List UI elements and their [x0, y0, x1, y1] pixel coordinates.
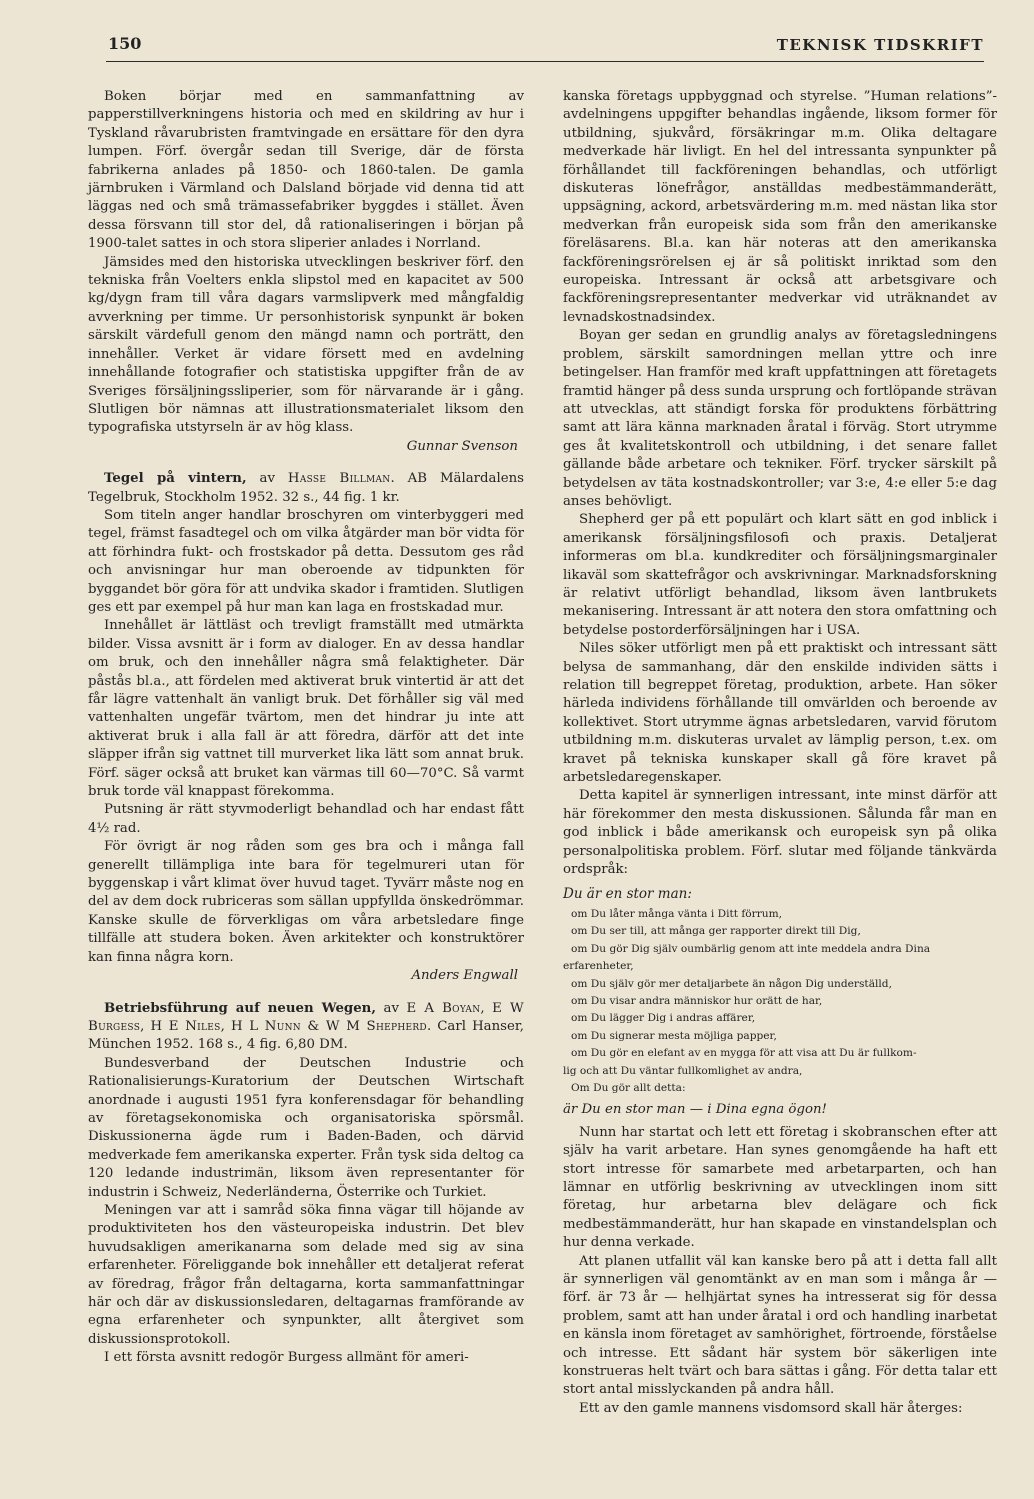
review2-publisher: . AB Mälardalens Tegelbruk, Stockholm 1952. 32 s., 44 fig. 1 kr.: [88, 471, 524, 505]
journal-name: TEKNISK TIDSKRIFT: [776, 36, 984, 54]
review3-continued-paragraph-4: Niles söker utförligt men på ett praktiskt och intressant sätt belysa de sammanhang, där den enskilde individen sätts i relation till begreppet företag, produktion, arbete. Han söker härleda individens förhållande till omvärlden och beroende av kollektivet. Stort utrymme ägnas arbetsledaren, varvid förutom utbildning m.m. diskuteras urvalet av lämplig person, t.ex. om kravet på tekniska kunskaper skall gå före kravet på arbetsledaregenskaper.: [563, 641, 997, 786]
review2-by: av: [246, 471, 288, 487]
review3-sep-2: ,: [140, 1018, 151, 1034]
proverb-line: om Du gör en elefant av en mygga för att visa att Du är fullkom-: [571, 1047, 917, 1060]
review3-book-title: Betriebsführung auf neuen Wegen,: [104, 1000, 376, 1016]
review3-continued-paragraph-6: Nunn har startat och lett ett företag i skobranschen efter att själv ha varit arbetare. Han synes genomgående ha haft ett stort intresse för samarbete med arbetarparten, och han lämnar en utförlig beskrivning av utvecklingen inom sitt företag, hur arbetarna blev delägare och fick medbestämmanderätt, hur han skapade en vinstandelsplan och hur denna verkade.: [563, 1124, 997, 1251]
right-column: [563, 88, 997, 1418]
review3-paragraph-2: Meningen var att i samråd söka finna vägar till höjande av produktiviteten hos den västeuropeiska industrin. Det blev huvudsakligen amerikanarna som delade med sig av sina erfarenheter. Föreliggande bok innehåller ett detaljerat referat av föredrag, frågor från deltagarna, korta sammanfattningar här och där av diskussionsledaren, deltagarnas framförande av egna erfarenheter och synpunkter, allt återgivet som diskussionsprotokoll.: [88, 1202, 524, 1347]
proverb-closing: är Du en stor man — i Dina egna ögon!: [563, 1102, 827, 1118]
review2-paragraph-3: Putsning är rätt styvmoderligt behandlad och har endast fått 4½ rad.: [88, 802, 524, 836]
review2-paragraph-2: Innehållet är lättläst och trevligt framställt med utmärkta bilder. Vissa avsnitt är i form av dialoger. En av dessa handlar om bruk, och den innehåller några små felaktigheter. Där påstås bl.a., att fördelen med aktiverat bruk vintertid är att det får lägre vattenhalt än vanligt bruk. Det förhåller sig väl med vattenhalten ungefär tvärtom, men det hindrar ju inte att aktiverat bruk i alla fall är att föredra, därför att det inte släpper ifrån sig vattnet till murverket lika lätt som annat bruk. Förf. säger också att bruket kan värmas till 60—70°C. Så varmt bruk torde väl knappast förekomma.: [88, 618, 524, 800]
proverb-line: Om Du gör allt detta:: [571, 1081, 686, 1094]
proverb-line: om Du själv gör mer detaljarbete än någon Dig underställd,: [571, 977, 892, 990]
review3-author-4: H L Nunn & W M Shepherd: [230, 1018, 427, 1034]
review3-paragraph-1: Bundesverband der Deutschen Industrie och Rationalisierungs-Kuratorium der Deutschen Wirtschaft anordnade i augusti 1951 fyra konferensdagar för behandling av företagsekonomiska och organisatoriska spörsmål. Diskussionerna ägde rum i Baden-Baden, och därvid medverkade fem amerikanska experter. Från tysk sida deltog ca 120 ledande industrimän, liksom även representanter för industrin i Schweiz, Nederländerna, Österrike och Turkiet.: [88, 1055, 524, 1200]
proverb-line: om Du låter många vänta i Ditt förrum,: [571, 907, 783, 920]
review2-book-title: Tegel på vintern,: [104, 471, 247, 487]
review3-author-2: E W Burgess: [88, 1000, 524, 1034]
proverb-line: om Du ser till, att många ger rapporter direkt till Dig,: [571, 925, 861, 938]
review3-continued-paragraph-8: Ett av den gamle mannens visdomsord skall här återges:: [579, 1400, 963, 1416]
review2-signature: Anders Engwall: [411, 968, 518, 984]
proverb: [563, 906, 997, 1097]
review3-sep-1: ,: [480, 1000, 493, 1016]
review3-continued-paragraph-3: Shepherd ger på ett populärt och klart sätt en god inblick i amerikansk försäljningsfilosofi och praxis. Detaljerat informeras om bl.a. kundkrediter och försäljningsmarginaler likaväl som skattefrågor och avskrivningar. Marknadsforskning är relativt utförligt behandlad, liksom även lantbrukets mekanisering. Intressant är att notera den stora omfattning och betydelse postorderförsäljningen har i USA.: [563, 512, 997, 638]
header-rule: [106, 61, 984, 62]
review2-author: Hasse Billman: [287, 471, 391, 487]
review1-paragraph-2: Jämsides med den historiska utvecklingen beskriver förf. den tekniska från Voelters enkla slipstol med en kapacitet av 500 kg/dygn fram till våra dagars varmslipverk med mångfaldig avverkning per timme. Ur personhistorisk synpunkt är boken särskilt värdefull genom den mängd namn och porträtt, den innehåller. Verket är vidare försett med en avdelning innehållande fotografier och statistiska uppgifter från de av Sveriges försäljningssliperier, som för närvarande är i gång. Slutligen bör nämnas att illustrationsmaterialet liksom den typografiska utstyrseln är av hög klass.: [88, 254, 524, 436]
review1-paragraph-1: Boken börjar med en sammanfattning av papperstillverkningens historia och med en skildring av hur i Tyskland råvarubristen framtvingade en ersättare för den dyra lumpen. Förf. övergår sedan till Sverige, där de första fabrikerna anlades på 1850- och 1860-talen. De gamla järnbruken i Värmland och Dalsland började vid denna tid att läggas ned och små trämassefabriker byggdes i stället. Även dessa försvann till stor del, då rationaliseringen i början på 1900-talet sattes in och stora sliperier anlades i Norrland.: [88, 89, 524, 252]
review2-paragraph-1: Som titeln anger handlar broschyren om vinterbyggeri med tegel, främst fasadtegel och om vilka åtgärder man bör vidta för att förhindra fukt- och frostskador på detta. Dessutom ges råd och anvisningar hur man oberoende av tidpunkten för byggandet bör göra för att undvika skador i framtiden. Slutligen ges ett par exempel på hur man kan laga en frostskadad mur.: [88, 507, 524, 615]
proverb-line: erfarenheter,: [563, 960, 634, 973]
review3-author-1: E A Boyan: [406, 1000, 481, 1016]
proverb-intro: Du är en stor man:: [563, 886, 692, 903]
proverb-line: om Du signerar mesta möjliga papper,: [571, 1029, 777, 1042]
review3-by: av: [375, 1000, 407, 1016]
review3-continued-paragraph-2: Boyan ger sedan en grundlig analys av företagsledningens problem, särskilt samordningen mellan yttre och inre betingelser. Han framför med kraft uppfattningen att företagets framtid hänger på dess sunda ursprung och fortlöpande strävan att utvecklas, att ständigt forska för produktens förbättring samt att lära känna marknaden åratal i förväg. Stort utrymme ges åt kvalitetskontroll och utbildning, i det senare fallet gällande både arbetare och tekniker. Förf. trycker särskilt på betydelsen av täta kostnadskontroller; var 3:e, 4:e eller 5:e dag anses behövligt.: [563, 328, 997, 509]
proverb-line: om Du visar andra människor hur orätt de har,: [571, 994, 823, 1007]
page-number: 150: [108, 34, 142, 53]
review3-continued-paragraph-7: Att planen utfallit väl kan kanske bero på att i detta fall allt är synnerligen väl genomtänkt av en man som i många år — förf. är 73 år — helhjärtat synes ha intresserat sig för dessa problem, samt att han under åratal i ord och handling inarbetat en känsla inom företaget av samhörighet, förtroende, förståelse och intresse. Ett sådant här system bör säkerligen inte konstrueras helt tvärt och bara sättas i gång. För detta talar ett stort antal misslyckanden på andra håll.: [563, 1253, 997, 1398]
left-column: [88, 88, 524, 1368]
proverb-line: om Du gör Dig själv oumbärlig genom att inte meddela andra Dina: [571, 942, 931, 955]
proverb-line: om Du lägger Dig i andras affärer,: [571, 1012, 756, 1025]
review3-author-3: H E Niles: [150, 1018, 221, 1034]
review3-bibliography: [88, 1000, 524, 1055]
review1-signature: Gunnar Svenson: [406, 438, 518, 454]
review3-sep-3: ,: [220, 1018, 231, 1034]
review3: [88, 1000, 524, 1368]
review3-continued-paragraph-5: Detta kapitel är synnerligen intressant, inte minst därför att här förekommer den mesta diskussionen. Sålunda får man en god inblick i både amerikansk och europeisk syn på olika personalpolitiska problem. Förf. slutar med följande tänkvärda ordspråk:: [563, 788, 997, 878]
review2-bibliography: [88, 470, 524, 507]
review3-paragraph-3: I ett första avsnitt redogör Burgess allmänt för ameri-: [104, 1350, 469, 1366]
review3-continued-paragraph-1: kanska företags uppbyggnad och styrelse. ”Human relations”-avdelningens uppgifter behandlas ingående, liksom former för utbildning, sjukvård, försäkringar m.m. Olika deltagare medverkade här livligt. En hel del intressanta synpunkter på förhållandet till fackföreningen behandlas, och utförligt diskuteras lönefrågor, anställdas medbestämmanderätt, uppsägning, ackord, arbetsvärdering m.m. med nästan lika stor medverkan från europeisk sida som från den amerikanske föreläsarens. Bl.a. kan här noteras att den amerikanska fackföreningsrörelsen ej är så politiskt inriktad som den europeiska. Intressant är också att arbetsgivare och fackföreningsrepresentanter medverkar vid uträknandet av levnadskostnadsindex.: [563, 89, 997, 325]
review3-publisher: . Carl Hanser, München 1952. 168 s., 4 fig. 6,80 DM.: [88, 1018, 524, 1053]
review2: [88, 470, 524, 985]
proverb-line: lig och att Du väntar fullkomlighet av andra,: [563, 1064, 803, 1077]
review2-paragraph-4: För övrigt är nog råden som ges bra och i många fall generellt tillämpliga inte bara för tegelmureri utan för byggenskap i vårt klimat över huvud taget. Tyvärr måste nog en del av dem dock rubriceras som sällan uppfyllda önskedrömmar. Kanske skulle de förverkligas om våra arbetsledare finge tillfälle att studera boken. Även arkitekter och konstruktörer kan finna några korn.: [88, 839, 524, 965]
